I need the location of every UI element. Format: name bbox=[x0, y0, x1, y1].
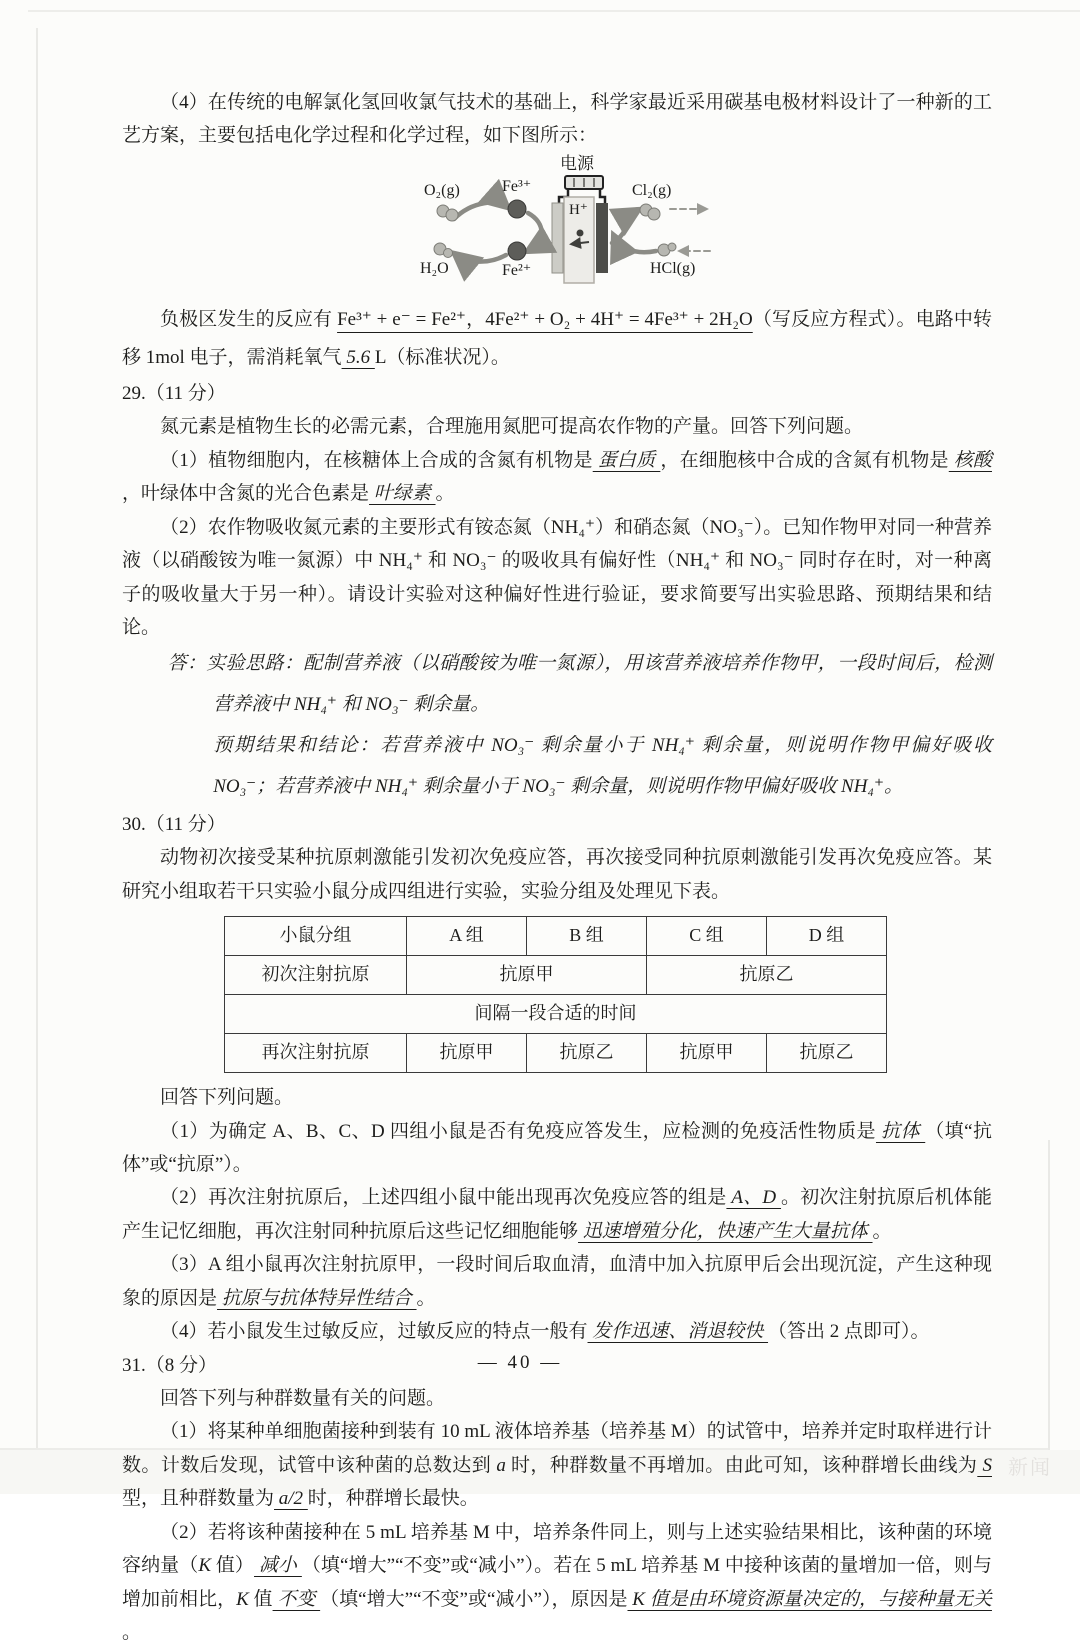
text-segment: ，叶绿体中含氮的光合色素是 bbox=[122, 483, 370, 505]
h2o-label: H₂O bbox=[420, 259, 449, 277]
q30-intro: 动物初次接受某种抗原刺激能引发初次免疫应答，再次接受同种抗原刺激能引发再次免疫应答。某研究小组取若干只实验小鼠分成四组进行实验，实验分组及处理见下表。 bbox=[122, 847, 992, 902]
table-row-second-injection bbox=[225, 1034, 887, 1073]
table-cell: 抗原乙 bbox=[767, 1034, 887, 1073]
cl2-gas-label: Cl₂(g) bbox=[632, 181, 672, 199]
table-cell: 抗原甲 bbox=[407, 956, 647, 995]
text-segment: 负极区发生的反应有 bbox=[160, 308, 338, 330]
hcl-gas-label: HCl(g) bbox=[650, 259, 696, 277]
scan-edge-top bbox=[28, 10, 1080, 12]
text-segment: （写反应方程式）。电路中转移 1mol 电子，需消耗氧气 bbox=[122, 308, 992, 368]
fe3-ion-label: Fe³⁺ bbox=[502, 177, 532, 195]
answer-blank: 5.6 bbox=[341, 346, 375, 368]
text-segment: Fe³⁺ + e⁻ = Fe²⁺，4Fe²⁺ + O₂ + 4H⁺ = 4Fe³⁺ + 2H₂O bbox=[337, 308, 753, 330]
page-edge-right bbox=[1048, 1140, 1050, 1450]
table-cell: 抗原乙 bbox=[527, 1034, 647, 1073]
answer-blank: a/2 bbox=[274, 1488, 308, 1510]
answer-blank: 不变 bbox=[272, 1588, 321, 1610]
q30-answer-prompt: 回答下列问题。 bbox=[160, 1087, 294, 1109]
table-cell: C 组 bbox=[647, 917, 767, 956]
q31-part2-text bbox=[122, 1516, 992, 1650]
answer-blank: 发作迅速、消退较快 bbox=[587, 1321, 769, 1343]
fe2-ion-label: Fe²⁺ bbox=[502, 261, 532, 279]
text-segment: （答出 2 点即可）。 bbox=[768, 1321, 930, 1343]
fe3-ion-ball bbox=[508, 200, 526, 218]
text-segment: 。初次注射抗原后机体能产生记忆细胞，再次注射同种抗原后这些记忆细胞能够 bbox=[122, 1187, 992, 1242]
page-content bbox=[122, 86, 992, 1650]
text-segment: （1）为确定 A、B、C、D 四组小鼠是否有免疫应答发生，应检测的免疫活性物质是 bbox=[160, 1120, 876, 1142]
text-segment: （3）A 组小鼠再次注射抗原甲，一段时间后取血清，血清中加入抗原甲后会出现沉淀，产生这种现象的原因是 bbox=[122, 1254, 992, 1309]
text-segment: 值 bbox=[248, 1588, 273, 1610]
table-row-first-injection bbox=[225, 956, 887, 995]
text-segment: 时，种群增长最快。 bbox=[307, 1488, 479, 1510]
table-row-interval bbox=[225, 995, 887, 1034]
fe2-to-h2o-arrow bbox=[455, 254, 506, 262]
table-cell: D 组 bbox=[767, 917, 887, 956]
q29-answer-expected-result: 预期结果和结论：若营养液中 NO₃⁻ 剩余量小于 NH₄⁺ 剩余量，则说明作物甲偏好吸收 NO₃⁻；若营养液中 NH₄⁺ 剩余量小于 NO₃⁻ 剩余量，则说明作物甲偏好吸收 NH₄⁺。 bbox=[213, 735, 992, 797]
q30-part2-text bbox=[122, 1181, 992, 1248]
text-segment: 。 bbox=[872, 1220, 892, 1242]
table-cell: 抗原甲 bbox=[407, 1034, 527, 1073]
electrolysis-diagram bbox=[418, 153, 738, 291]
answer-blank: 抗体 bbox=[875, 1120, 926, 1142]
q29-header: 29.（11 分） bbox=[122, 382, 226, 404]
q31-intro: 回答下列与种群数量有关的问题。 bbox=[160, 1388, 446, 1409]
q30-header: 30.（11 分） bbox=[122, 813, 226, 835]
q31-header: 31.（8 分） bbox=[122, 1354, 218, 1376]
answer-blank: A、D bbox=[726, 1187, 782, 1209]
text-segment: 时，种群数量不再增加。由此可知，该种群增长曲线为 bbox=[505, 1454, 978, 1476]
text-segment: （2）再次注射抗原后，上述四组小鼠中能出现再次免疫应答的组是 bbox=[160, 1187, 727, 1209]
answer-blank: 核酸 bbox=[948, 449, 992, 471]
o2-gas-label: O₂(g) bbox=[424, 181, 460, 199]
text-segment: 值） bbox=[211, 1555, 255, 1577]
text-segment: a bbox=[496, 1454, 506, 1476]
table-cell: 间隔一段合适的时间 bbox=[225, 995, 887, 1034]
page-number: — 40 — bbox=[477, 1352, 563, 1373]
table-cell: A 组 bbox=[407, 917, 527, 956]
power-source-label: 电源 bbox=[560, 153, 594, 173]
hydrogen-ion-label: H⁺ bbox=[569, 201, 588, 218]
text-segment: （填“抗体”或“抗原”）。 bbox=[122, 1120, 992, 1175]
table-cell: 抗原乙 bbox=[647, 956, 887, 995]
hydrogen-ion-dot bbox=[577, 229, 584, 236]
text-segment: （4）若小鼠发生过敏反应，过敏反应的特点一般有 bbox=[160, 1321, 588, 1343]
table-row-groups bbox=[225, 917, 887, 956]
text-segment: 。 bbox=[416, 1287, 436, 1309]
text-segment: （填“增大”“不变”或“减小”），原因是 bbox=[320, 1588, 628, 1610]
q29-answer-approach: 答：实验思路：配制营养液（以硝酸铵为唯一氮源），用该营养液培养作物甲，一段时间后，检测营养液中 NH₄⁺ 和 NO₃⁻ 剩余量。 bbox=[167, 653, 992, 716]
text-segment: （填“增大”“不变”或“减小”）。若在 5 mL 培养基 M 中接种该菌的量增加一倍，则与增加前相比， bbox=[122, 1555, 992, 1610]
q28-part4-text: （4）在传统的电解氯化氢回收氯气技术的基础上，科学家最近采用碳基电极材料设计了一种新的工艺方案，主要包括电化学过程和化学过程，如下图所示： bbox=[122, 92, 992, 147]
text-segment: 。 bbox=[122, 1622, 142, 1644]
text-segment: K bbox=[236, 1588, 249, 1610]
text-segment: L（标准状况）。 bbox=[374, 346, 510, 368]
fe2-ion-ball bbox=[508, 242, 526, 260]
table-cell: 再次注射抗原 bbox=[225, 1034, 407, 1073]
q30-part3-text bbox=[122, 1248, 992, 1315]
q30-part1-text bbox=[122, 1115, 992, 1182]
q30-part4-text bbox=[122, 1315, 992, 1348]
q28-negative-electrode-answer bbox=[122, 301, 992, 377]
table-cell: B 组 bbox=[527, 917, 647, 956]
q29-intro: 氮元素是植物生长的必需元素，合理施用氮肥可提高农作物的产量。回答下列问题。 bbox=[160, 416, 864, 438]
q29-part1-text bbox=[122, 444, 992, 511]
answer-blank: K 值是由环境资源量决定的，与接种量无关 bbox=[627, 1588, 992, 1610]
table-cell: 初次注射抗原 bbox=[225, 956, 407, 995]
q31-part1-text bbox=[122, 1415, 992, 1515]
text-segment: ，在细胞核中合成的含氮有机物是 bbox=[660, 449, 949, 471]
text-segment: （2）若将该种菌接种在 5 mL 培养基 M 中，培养条件同上，则与上述实验结果相比，该种菌的环境容纳量（ bbox=[122, 1521, 992, 1577]
o2-to-fe3-arrow bbox=[454, 202, 507, 218]
left-redox-cycle-arrows bbox=[454, 202, 542, 261]
text-segment: K bbox=[198, 1555, 212, 1577]
text-segment: （1）将某种单细胞菌接种到装有 10 mL 液体培养基（培养基 M）的试管中，培养并定时取样进行计数。计数后发现，试管中该种菌的总数达到 bbox=[122, 1421, 992, 1476]
answer-blank: 抗原与抗体特异性结合 bbox=[217, 1287, 417, 1309]
table-cell: 小鼠分组 bbox=[225, 917, 407, 956]
text-segment: 。 bbox=[435, 483, 455, 505]
answer-blank: 减小 bbox=[254, 1555, 302, 1577]
text-segment: 型，且种群数量为 bbox=[122, 1488, 275, 1510]
answer-blank: 迅速增殖分化，快速产生大量抗体 bbox=[578, 1220, 873, 1242]
q29-part2-text: （2）农作物吸收氮元素的主要形式有铵态氮（NH₄⁺）和硝态氮（NO₃⁻）。已知作物甲对同一种营养液（以硝酸铵为唯一氮源）中 NH₄⁺ 和 NO₃⁻ 的吸收具有偏好性（NH₄⁺ 和 NO₃⁻ 同时存在时，对一种离子的吸收量大于另一种）。请设计实验对这种偏好性进行验证，要求简要写出实验思路、预期结果和结论。 bbox=[122, 516, 992, 638]
answer-blank: 蛋白质 bbox=[592, 449, 661, 471]
text-segment: （1）植物细胞内，在核糖体上合成的含氮有机物是 bbox=[160, 449, 593, 471]
watermark: 新闻 bbox=[1008, 1457, 1052, 1479]
scan-edge-left bbox=[36, 28, 38, 1494]
fe3-fe2-electrode-arrow bbox=[528, 213, 542, 251]
experiment-grouping-table bbox=[224, 916, 887, 1073]
answer-blank: S bbox=[977, 1454, 992, 1476]
answer-blank: 叶绿素 bbox=[369, 483, 436, 505]
table-cell: 抗原甲 bbox=[647, 1034, 767, 1073]
